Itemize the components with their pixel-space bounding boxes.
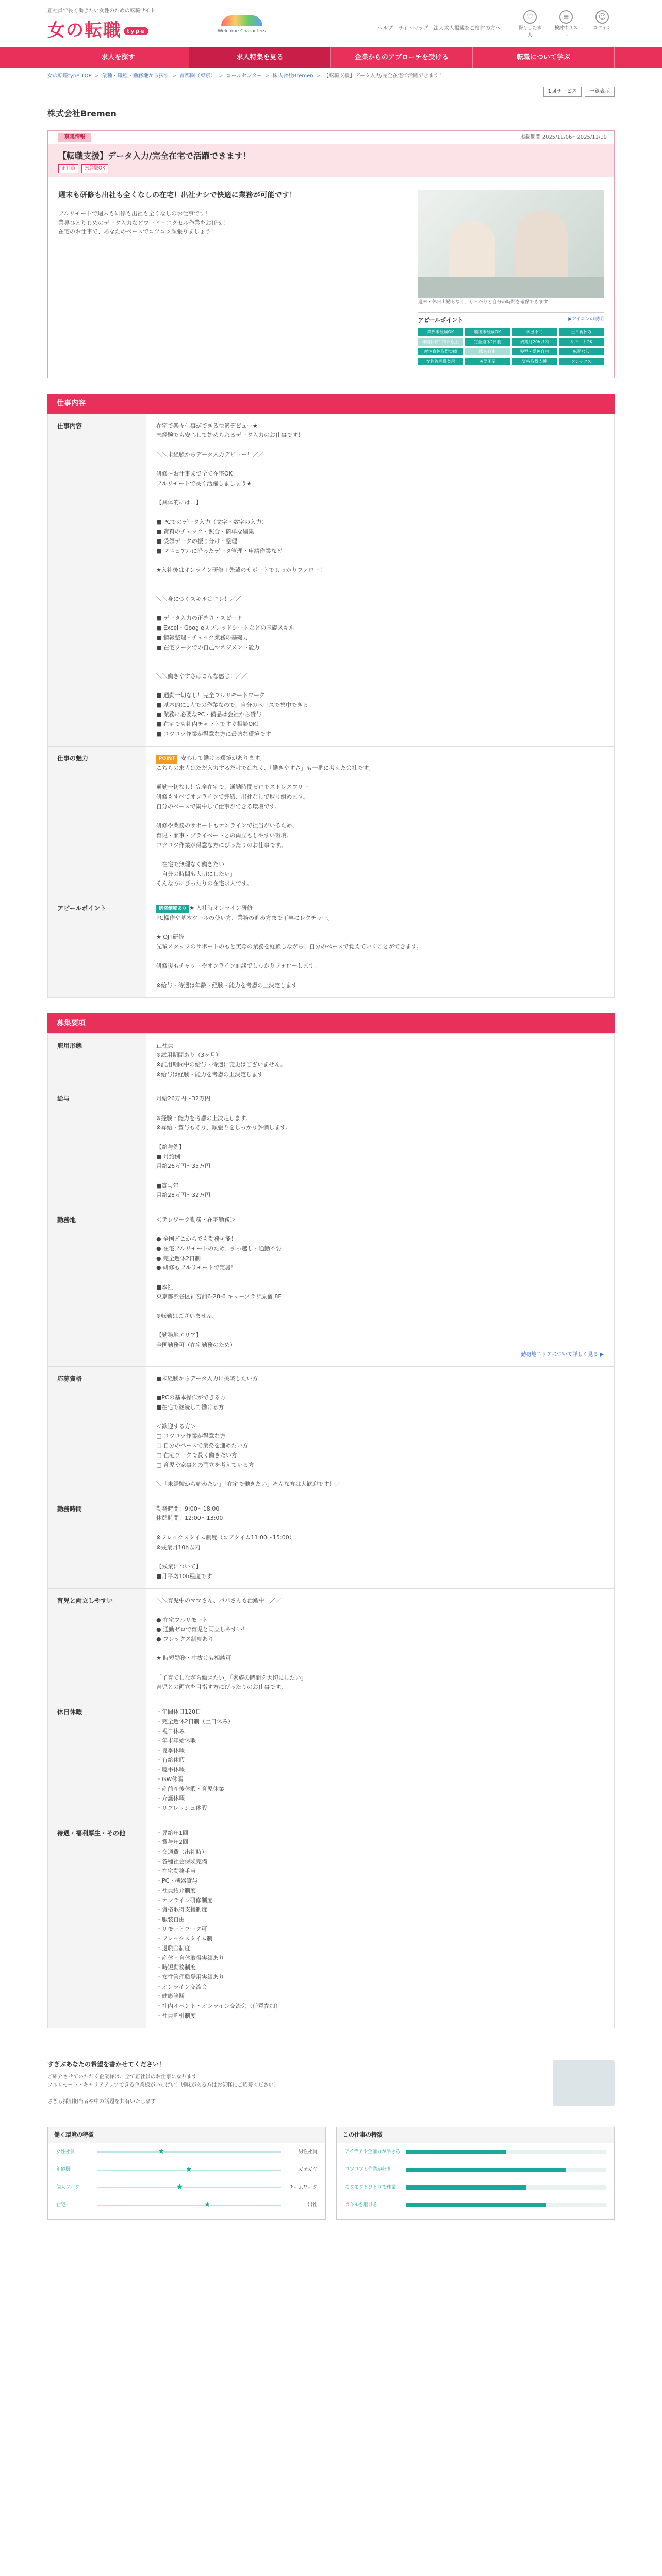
bottom-body: ご紹介させていただく企業様は、全て正社員のお仕事になります！ フルリモート・キャリアアップできる企業様がいっぱい！興味がある方はお気軽にご応募ください！ さぎも採用担当者や中の話題を共有いたします！	[47, 2074, 279, 2105]
breadcrumb-item[interactable]: 株式会社Bremen	[272, 73, 313, 79]
appeal-tag: 残業月20h以内	[512, 338, 557, 346]
row-badge: POINT	[156, 755, 177, 763]
intro-headline: 週末も研修も出社も全くなしの在宅！出社ナシで快適に業務が可能です！	[58, 191, 296, 199]
slider-right-label: ガヤガヤ	[298, 2167, 317, 2173]
appeal-tag: 土日祝休み	[559, 328, 604, 336]
logo-badge: type	[124, 27, 148, 35]
work-table	[47, 414, 615, 998]
row-text: 正社員 ※試用期間あり（3ヶ月） ※試用期間中の給与・待遇に変更はございません。 ※給与は経験・能力を考慮の上決定します	[156, 1042, 286, 1078]
desk-shape	[418, 277, 604, 298]
recruit-section-heading: 募集要項	[47, 1013, 615, 1033]
slider-track	[97, 2183, 281, 2192]
job-title-bar	[48, 144, 614, 177]
row-label: 仕事の魅力	[48, 747, 146, 896]
slider-right-label: 出社	[307, 2202, 317, 2208]
job-intro	[48, 177, 614, 378]
saved-jobs-label: 保存した求人	[518, 26, 542, 39]
site-tagline: 正社員で長く働きたい女性のための転職サイト	[47, 8, 156, 14]
table-row	[48, 1087, 614, 1208]
user-icon: ☺	[595, 10, 609, 24]
row-label: 勤務地	[48, 1208, 146, 1366]
row-label: 雇用形態	[48, 1034, 146, 1087]
slider-row	[48, 2161, 325, 2178]
row-label: 育児と両立しやすい	[48, 1589, 146, 1700]
slider-track	[97, 2165, 281, 2174]
bottom-title: すぎぶあなたの希望を書かせてください！	[47, 2061, 166, 2069]
login-label: ログイン	[593, 26, 611, 31]
appeal-tag: 産休育休取得実績	[418, 348, 463, 355]
list-view-button[interactable]: 一覧表示	[585, 87, 615, 97]
rainbow-icon	[221, 15, 262, 26]
bar-label: コツコツと作業が好き	[345, 2167, 391, 2173]
bar-row	[337, 2143, 614, 2161]
slider-right-label: チームワーク	[289, 2184, 317, 2190]
row-text: ・昇給年1回 ・賞与年2回 ・交通費（出社時） ・各種社会保険完備 ・在宅勤務手当 ・PC・機器貸与 ・社員紹介制度 ・オンライン研修制度 ・資格取得支援制度 ・服装自由 ・リモートワーク可 ・フレックスタイム制 ・退職金制度 ・産休・育休取得実績あり ・時短勤務制度 ・女性管理職登用実績あり ・オンライン交流会 ・健康診断 ・社内イベント・オンライン交流会（任意参加） ・社員割引制度	[156, 1829, 281, 2019]
table-row	[48, 1208, 614, 1366]
slider-left-label: 在宅	[56, 2202, 66, 2208]
bar-track	[406, 2150, 606, 2154]
table-row	[48, 1033, 614, 1087]
sitemap-link[interactable]: サイトマップ	[398, 26, 428, 31]
saved-jobs-button[interactable]	[518, 10, 542, 40]
appeal-tag: 年間休日120日以上	[418, 338, 463, 346]
review-list-label: 検討中リスト	[554, 26, 578, 39]
table-row	[48, 746, 614, 896]
appeal-header	[418, 312, 604, 325]
environment-sliders	[48, 2143, 325, 2214]
row-text: ■未経験からデータ入力に挑戦したい方 ■PCの基本操作ができる方 ■在宅で継続して働ける方 ＜歓迎する方＞ □ コツコツ作業が得意な方 □ 自分のペースで業務を進めたい方 □ 在宅ワークで長く働きたい方 □ 育児や家事との両立を考えている方 ＼「未経験から始めたい」「在宅で働きたい」そんな方は大歓迎です！／	[156, 1375, 341, 1488]
job-feature-chart-title: この仕事の特徴	[337, 2127, 614, 2143]
appeal-tag: 女性管理職登用	[418, 358, 463, 365]
site-header	[47, 0, 615, 47]
breadcrumb-item[interactable]: コールセンター	[226, 73, 262, 79]
bar-track	[406, 2203, 606, 2207]
bar-label: アイデアや企画力が活きる	[345, 2149, 401, 2155]
inexperienced-badge: 未経験OK	[81, 164, 108, 173]
table-row	[48, 1366, 614, 1497]
slider-left-label: 年齢層	[56, 2167, 71, 2173]
logo-text: 女の転職	[47, 20, 122, 41]
bar-track	[406, 2168, 606, 2172]
row-content	[146, 1208, 614, 1366]
site-logo[interactable]	[47, 16, 148, 44]
row-content	[146, 1034, 614, 1087]
company-name: 株式会社Bremen	[47, 104, 615, 123]
appeal-tags	[418, 328, 604, 366]
environment-chart	[47, 2127, 326, 2219]
row-text: 在宅で楽々仕事ができる快適デビュー★ 未経験でも安心して始められるデータ入力のお仕事です！ ＼＼未経験からデータ入力デビュー！／／ 研修～お仕事まで全て在宅OK！ フルリモートで長く活躍しましょう★ 【具体的には…】 ■ PCでのデータ入力（文字・数字の入力） ■ 資料のチェック・照合・簡単な編集 ■ 受領データの振り分け・整理 ■ マニュアルに沿ったデータ管理・申請作業など ★入社後はオンライン研修＋先輩のサポートでしっかりフォロー！ ＼＼身につくスキルはコレ！／／ ■ データ入力の正確さ・スピード ■ Excel・Googleスプレッドシートなどの基礎スキル ■ 情報整理・チェック業務の基礎力 ■ 在宅ワークでの自己マネジメント能力 ＼＼働きやすさはこんな感じ！／／ ■ 通勤一切なし！完全フルリモートワーク ■ 基本的に1人での作業なので、自分のペースで集中できる ■ 業務に必要なPC・備品は会社から貸与 ■ 在宅でも社内チャットですぐ相談OK！ ■ コツコツ作業が得意な方に最適な環境です	[156, 422, 325, 737]
mascot-caption: Welcome Characters	[218, 29, 266, 34]
posting-dates: 掲載期間 2025/11/06～2025/11/19	[520, 134, 607, 140]
slider-left-label: 個人ワーク	[56, 2184, 80, 2190]
row-text: ＼＼育児中のママさん、パパさんも活躍中！／／ ● 在宅フルリモート ● 通勤ゼロで育児と両立しやすい！ ● フレックス制度あり ★ 時短勤務・中抜けも相談可 「子育てしながら働きたい」「家族の時間を大切にしたい」 育児との両立を目指す方にぴったりのお仕事です。	[156, 1597, 307, 1691]
breadcrumb-sep: >	[316, 73, 321, 79]
job-summary-top	[48, 131, 614, 144]
row-content	[146, 896, 614, 997]
row-label: 給与	[48, 1087, 146, 1208]
bar-fill	[406, 2203, 546, 2207]
appeal-tag: リモートOK	[559, 338, 604, 346]
slider-row	[48, 2143, 325, 2161]
nav-features[interactable]: 求人特集を見る	[189, 47, 331, 68]
nav-approach[interactable]: 企業からのアプローチを受ける	[331, 47, 473, 68]
row-content	[146, 1367, 614, 1497]
main-content	[47, 68, 615, 2220]
row-label: 勤務時間	[48, 1497, 146, 1589]
bar-fill	[406, 2185, 526, 2190]
header-icons	[518, 10, 615, 40]
employer-link[interactable]: 法人求人掲載をご検討の方へ	[433, 26, 501, 31]
appeal-tag: 服装自由	[465, 348, 510, 355]
appeal-tag: 転勤なし	[559, 348, 604, 355]
service-button[interactable]: 1回サービス	[543, 87, 582, 97]
star-marker-icon: ★	[158, 2147, 165, 2156]
bar-track	[406, 2185, 606, 2190]
star-marker-icon: ★	[176, 2183, 183, 2192]
photo-caption: 週末・休日出勤もなく、しっかりと自分の時間を確保できます	[418, 299, 548, 305]
job-title: 【転職支援】データ入力/完全在宅で活躍できます！	[58, 150, 251, 161]
nav-learn[interactable]: 転職について学ぶ	[473, 47, 615, 68]
table-row	[48, 1497, 614, 1589]
star-marker-icon: ★	[186, 2165, 192, 2174]
view-buttons	[543, 87, 615, 97]
employment-badge: 正社員	[58, 164, 78, 173]
row-content	[146, 747, 614, 896]
slider-left-label: 女性社員	[56, 2149, 75, 2155]
appeal-tag: 英語不要	[465, 358, 510, 365]
table-row	[48, 896, 614, 997]
breadcrumb-item[interactable]: 女の転職type TOP	[47, 73, 92, 79]
breadcrumb-sep: >	[94, 73, 99, 79]
intro-text	[58, 190, 403, 366]
bar-label: スキルを磨ける	[345, 2202, 377, 2208]
main-nav	[0, 47, 662, 68]
row-text: 安心して働ける環境があります。 こちらの求人はただ入力するだけではなく、「働きやすさ」も一番に考えた会社です。 通勤一切なし！完全在宅で、通勤時間ゼロでストレスフリー 研修もすべてオンラインで完結、出社なしで取り組めます。 自分のペースで集中して仕事ができる環境です。 研修や業務のサポートもオンラインで担当がいるため、 育児・家事・プライベートとの両立もしやすい環境。 コツコツ作業が得意な方にぴったりのお仕事です。 「在宅で無理なく働きたい」 「自分の時間も大切にしたい」 そんな方にぴったりの在宅求人です。	[156, 755, 374, 887]
row-label: 休日休暇	[48, 1700, 146, 1821]
slider-right-label: 男性社員	[298, 2149, 317, 2155]
breadcrumb-item[interactable]: 業種・職種・勤務地から探す	[102, 73, 169, 79]
job-photo	[418, 190, 604, 298]
row-text: 月給26万円～32万円 ※経験・能力を考慮の上決定します。 ※昇給・賞与もあり、頑張りをしっかり評価します。 【給与例】 ■ 月給例 月給26万円～35万円 ■賞与年 月給28万円～32万円	[156, 1095, 291, 1199]
mascot-logo	[218, 15, 266, 35]
breadcrumb-sep: >	[172, 73, 177, 79]
heart-icon: ♡	[523, 10, 537, 24]
table-row	[48, 1700, 614, 1821]
star-marker-icon: ★	[204, 2200, 211, 2209]
appeal-tag: 資格取得支援	[512, 358, 557, 365]
job-badges	[58, 164, 604, 173]
slider-row	[48, 2179, 325, 2196]
row-content	[146, 1087, 614, 1208]
breadcrumb	[47, 68, 615, 84]
recruit-table	[47, 1033, 615, 2029]
appeal-title: アピールポイント	[418, 316, 464, 324]
icon-legend-link[interactable]: ▶アイコンの説明	[568, 316, 604, 322]
breadcrumb-sep: >	[265, 73, 270, 79]
nav-search-jobs[interactable]: 求人を探す	[47, 47, 189, 68]
intro-side	[418, 190, 604, 366]
list-icon: ≡	[559, 10, 573, 24]
row-text: 勤務時間：9:00～18:00 休憩時間：12:00～13:00 ※フレックスタイム制度（コアタイム11:00～15:00） ※残業月10h以内 【残業について】 ■月平均10h程度です	[156, 1505, 295, 1580]
bar-fill	[406, 2168, 566, 2172]
breadcrumb-item[interactable]: 首都圏（東京）	[179, 73, 216, 79]
row-text: ・年間休日120日 ・完全週休2日制（土日休み） ・祝日休み ・年末年始休暇 ・夏季休暇 ・有給休暇 ・慶弔休暇 ・GW休暇 ・産前産後休暇・育児休業 ・介護休暇 ・リフレッシュ休暇	[156, 1708, 234, 1812]
appeal-tag: 髪型・髪色自由	[512, 348, 557, 355]
appeal-tag: 完全週休2日制	[465, 338, 510, 346]
breadcrumb-sep: >	[219, 73, 223, 79]
bar-row	[337, 2196, 614, 2214]
help-link[interactable]: ヘルプ	[377, 26, 393, 31]
login-button[interactable]	[590, 10, 615, 40]
row-link[interactable]: 勤務地エリアについて詳しく見る ▶	[521, 1351, 604, 1358]
review-list-button[interactable]	[554, 10, 578, 40]
bottom-section	[47, 2049, 615, 2116]
row-label: 応募資格	[48, 1367, 146, 1497]
environment-chart-title: 働く環境の特徴	[48, 2127, 325, 2143]
job-summary	[47, 130, 615, 379]
staff-photo	[553, 2060, 615, 2106]
row-text: ★ 入社時オンライン研修 PC操作や基本ツールの使い方、業務の進め方まで丁寧にレクチャー。 ★ OJT研修 先輩スタッフのサポートのもと実際の業務を経験しながら、自分のペースで覚えていくことができます。 研修後もチャットやオンライン面談でしっかりフォローします！ ※給与・待遇は年齢・経験・能力を考慮の上決定します	[156, 905, 422, 989]
row-content	[146, 1497, 614, 1589]
intro-body: フルリモートで週末も研修も出社も全くなしのお仕事です！ 業界ひとりじめのデータ入力などワード・エクセル作業をお任せ！ 在宅のお仕事で、あなたのペースでコツコツ頑張りましょう！	[58, 210, 228, 235]
row-text: ＜テレワーク勤務・在宅勤務＞ ● 全国どこからでも勤務可能！ ● 在宅フルリモートのため、引っ越し・通勤不要！ ● 完全週休2日制 ● 研修もフルリモートで実施！ ■本社 東京都渋谷区神宮前6-28-6 キュープラザ原宿 8F ※転勤はございません。 【勤務地エリア】 全国勤務可（在宅勤務のため）	[156, 1216, 287, 1348]
bar-label: モクモクとひとりで作業	[345, 2184, 396, 2190]
table-row	[48, 414, 614, 747]
job-feature-bars	[337, 2143, 614, 2214]
bottom-text	[47, 2060, 532, 2106]
slider-row	[48, 2196, 325, 2214]
bar-fill	[406, 2150, 506, 2154]
appeal-tag: フレックス	[559, 358, 604, 365]
table-row	[48, 1588, 614, 1700]
header-links	[377, 25, 501, 33]
row-content	[146, 414, 614, 747]
table-row	[48, 1821, 614, 2028]
recruit-tag: 募集情報	[58, 133, 91, 142]
row-content	[146, 1700, 614, 1821]
bar-row	[337, 2161, 614, 2178]
breadcrumb-current: 【転職支援】データ入力/完全在宅で活躍できます！	[324, 73, 444, 79]
appeal-tag: 学歴不問	[512, 328, 557, 336]
row-content	[146, 1821, 614, 2028]
row-label: 待遇・福利厚生・その他	[48, 1821, 146, 2028]
appeal-tag: 業界未経験OK	[418, 328, 463, 336]
row-content	[146, 1589, 614, 1700]
feature-charts	[47, 2127, 615, 2219]
row-label: 仕事内容	[48, 414, 146, 747]
bar-row	[337, 2179, 614, 2196]
work-section-heading: 仕事内容	[47, 394, 615, 413]
slider-track	[97, 2147, 281, 2156]
slider-track	[97, 2200, 281, 2209]
row-badge: 研修制度あり	[156, 905, 189, 913]
row-label: アピールポイント	[48, 896, 146, 997]
job-feature-chart	[336, 2127, 615, 2219]
appeal-tag: 職種未経験OK	[465, 328, 510, 336]
